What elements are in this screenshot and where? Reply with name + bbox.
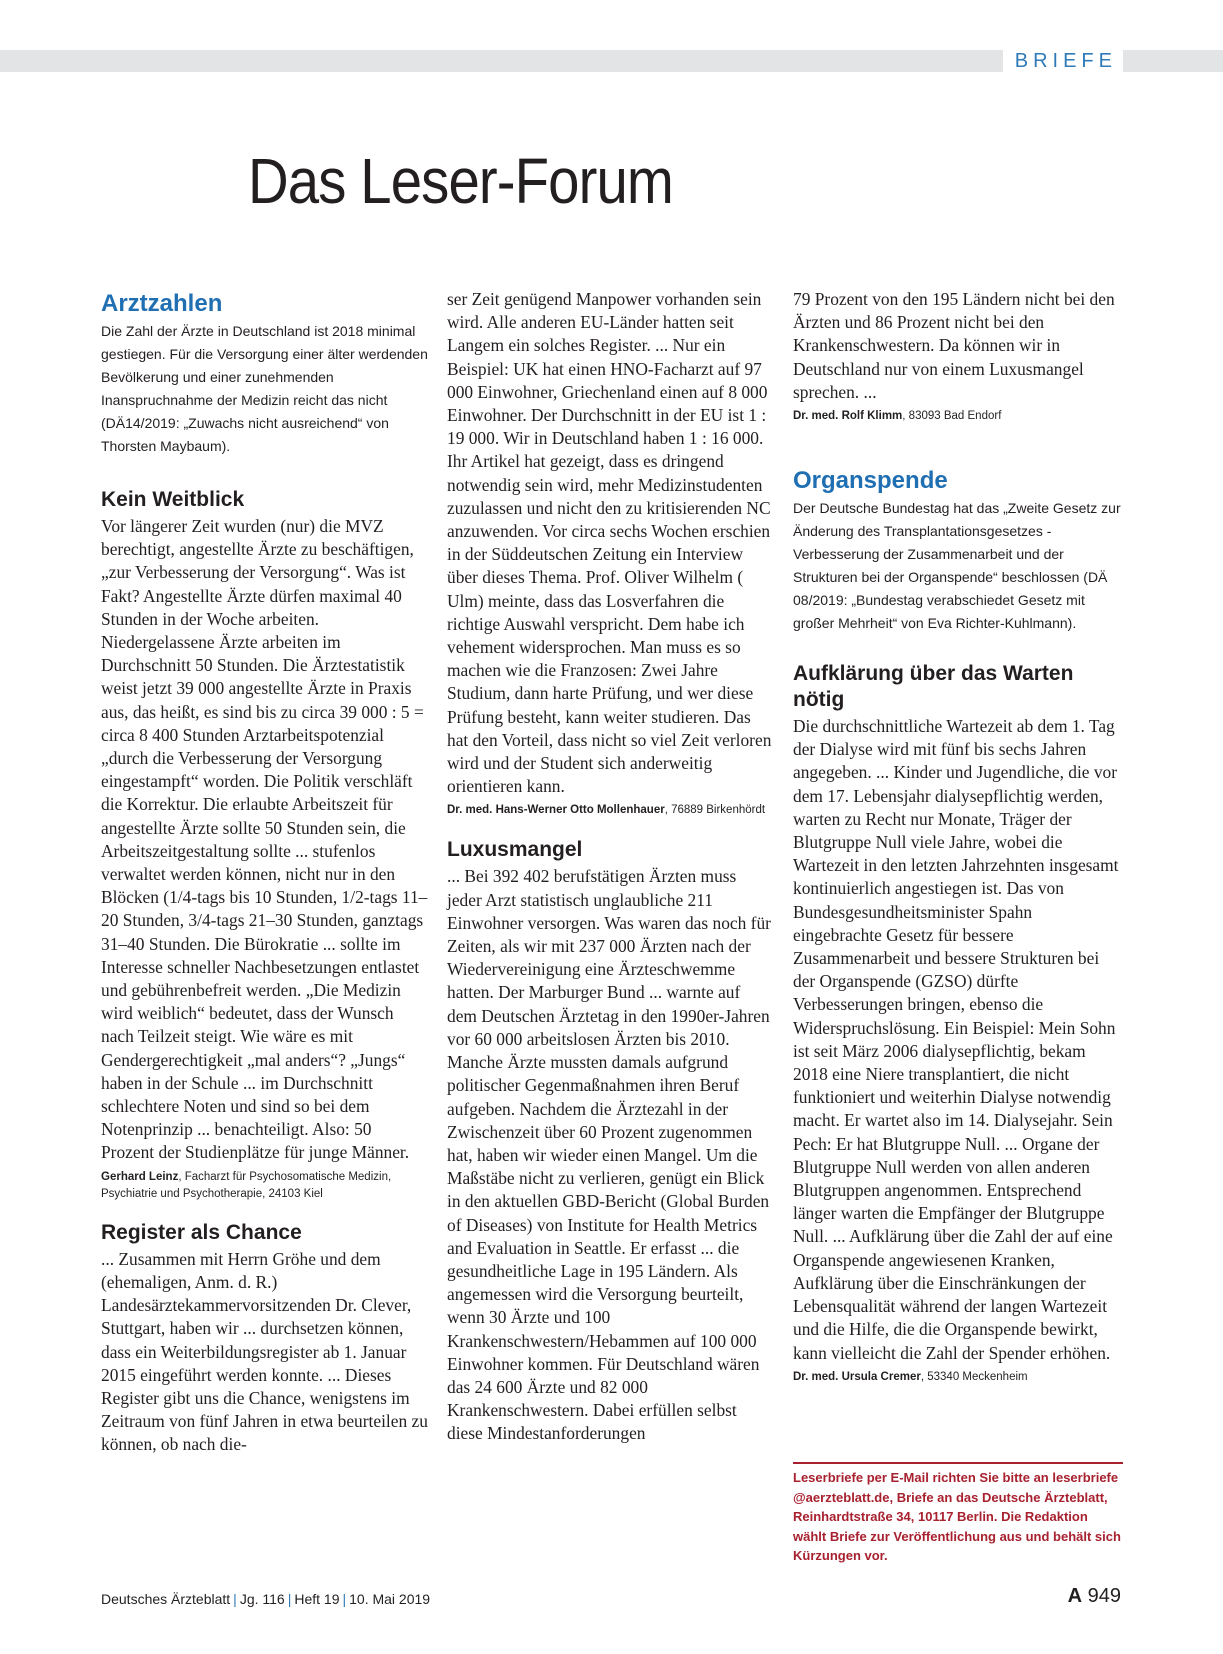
letter-author	[793, 1369, 1123, 1386]
author-details: , 53340 Meckenheim	[920, 1370, 1028, 1383]
author-details: , 76889 Birkenhördt	[664, 804, 766, 817]
letter-heading: Aufklärung über das Warten nötig	[793, 662, 1074, 712]
letter-body: Vor längerer Zeit wurden (nur) die MVZ berechtigt, angestellte Ärzte zu beschäftigen, „zur Verbesserung der Versorgung“. Was ist Fakt? Angestellte Ärzte dürfen maximal 40 Stunden in der Woche arbeiten. Niedergelassene Ärzte arbeiten im Durchschnitt 50 Stunden. Die Ärztestatistik weist jetzt 39 000 angestellte Ärzte in Praxis aus, das heißt, es sind bis zu circa 39 000 : 5 = circa 8 400 Stunden Arztarbeitspotenzial „durch die Verbesserung der Versorgung eingestampft“ worden. Die Politik verschläft die Korrektur. Die erlaubte Arbeitszeit für angestellte Ärzte sollte 50 Stunden sein, die Arbeitszeitgestaltung sollte ... stufenlos verwaltet werden können, nicht nur in den Blöcken (1/4-tags bis 10 Stunden, 1/2-tags 11–20 Stunden, 3/4-tags 21–30 Stunden, ganztags 31–40 Stunden. Die Bürokratie ... sollte im Interesse schneller Nachbesetzungen entlastet und gebührenbefreit werden. „Die Medizin wird weiblich“ bedeutet, dass der Wunsch nach Teilzeit steigt. Wie wäre es mit Gendergerechtigkeit „mal anders“? „Jungs“ haben in der Schule ... im Durchschnitt schlechtere Noten und sind so bei dem Notenprinzip ... benachteiligt. Also: 50 Prozent der Studienplätze für junge Männer.	[101, 516, 428, 1163]
author-name: Dr. med. Ursula Cremer	[793, 1370, 921, 1383]
topic-intro: Der Deutsche Bundestag hat das „Zweite Gesetz zur Änderung des Transplantationsgesetzes - Verbesserung der Zusammenarbeit und der Strukturen bei der Organspende“ beschlossen (DÄ 08/2019: „Bundestag verabschiedet Gesetz mit großer Mehrheit“ von Eva Richter-Kuhlmann).	[793, 500, 1121, 632]
page-title: Das Leser-Forum	[248, 145, 673, 217]
letter-body: Die durchschnittliche Wartezeit ab dem 1. Tag der Dialyse wird mit fünf bis sechs Jahren angegeben. ... Kinder und Jugendliche, die vor dem 17. Lebensjahr dialysepflichtig werden, warten zu Recht nur Monate, Träger der Blutgruppe Null viele Jahre, wobei die Wartezeit in den letzten Jahrzehnten insgesamt kontinuierlich angestiegen ist. Das von Bundesgesundheitsminister Spahn eingebrachte Gesetz für bessere Zusammenarbeit und bessere Strukturen bei der Organspende (GZSO) dürfte Verbesserungen bringen, ebenso die Widerspruchslösung. Ein Beispiel: Mein Sohn ist seit März 2006 dialysepflichtig, bekam 2018 eine Niere transplantiert, die nicht funktioniert und weiterhin Dialyse notwendig macht. Er wartet also im 14. Dialysejahr. Sein Pech: Er hat Blutgruppe Null. ... Organe der Blutgruppe Null werden von allen anderen Blutgruppen angenommen. Entsprechend länger warten die Empfänger der Blutgruppe Null. ... Aufklärung über die Zahl der auf eine Organspende angewiesenen Kranken, Aufklärung über die Einschränkungen der Lebensqualität während der langen Wartezeit und die Hilfe, die die Organspende bewirkt, kann vielleicht die Zahl der Spender erhöhen.	[793, 716, 1119, 1363]
footer-separator: |	[233, 1591, 237, 1607]
journal-issue: Heft 19	[294, 1591, 340, 1607]
letter-author	[793, 408, 1123, 425]
journal-date: 10. Mai 2019	[349, 1591, 431, 1607]
submission-note: Leserbriefe per E-Mail richten Sie bitte an leserbriefe @aerzteblatt.de, Briefe an das Deutsche Ärzteblatt, Reinhardtstraße 34, 10117 Berlin. Die Redaktion wählt Briefe zur Veröffentlichung aus und behält sich Kürzungen vor.	[793, 1462, 1123, 1566]
letter-heading: Register als Chance	[101, 1220, 302, 1244]
footer-separator: |	[287, 1591, 292, 1607]
letter-body: ... Zusammen mit Herrn Gröhe und dem (ehemaligen, Anm. d. R.) Landesärztekammervorsitzenden Dr. Clever, Stuttgart, haben wir ... durchsetzen können, dass ein Weiterbildungsregister ab 1. Januar 2015 eingeführt werden konnte. ... Dieses Register gibt uns die Chance, wenigstens im Zeitraum von fünf Jahren in etwa beurteilen zu können, ob nach die-	[101, 1248, 428, 1455]
letter-body-continued: ser Zeit genügend Manpower vorhanden sein wird. Alle anderen EU-Länder hatten seit Langem ein solches Register. ... Nur ein Beispiel: UK hat einen HNO-Facharzt auf 97 000 Einwohner, Griechenland einen auf 8 000 Einwohner. Der Durchschnitt in der EU ist 1 : 19 000. Wir in Deutschland haben 1 : 16 000. Ihr Artikel hat gezeigt, dass es dringend notwendig sein wird, mehr Medizinstudenten zuzulassen und nicht den zu kritisierenden NC anzuwenden. Vor circa sechs Wochen erschien in der Süddeutschen Zeitung ein Interview über dieses Thema. Prof. Oliver Wilhelm ( Ulm) meinte, dass das Losverfahren die richtige Auswahl verspricht. Dem habe ich vehement widersprochen. Man muss es so machen wie die Franzosen: Zwei Jahre Studium, dann harte Prüfung, und wer diese Prüfung besteht, kann weiter studieren. Das hat den Vorteil, dass nicht so viel Zeit verloren wird und der Student sich anderweitig orientieren kann.	[447, 289, 772, 797]
letter-heading: Kein Weitblick	[101, 488, 245, 511]
section-label: BRIEFE	[1003, 49, 1123, 73]
letter-body: ... Bei 392 402 berufstätigen Ärzten muss jeder Arzt statistisch unglaubliche 211 Einwohner versorgen. Was waren das noch für Zeiten, als wir mit 237 000 Ärzten nach der Wiedervereinigung eine Ärzteschwemme hatten. Der Marburger Bund ... warnte auf dem Deutschen Ärztetag in den 1990er-Jahren vor 60 000 arbeitslosen Ärzten bis 2010. Manche Ärzte mussten damals aufgrund politischer Gegenmaßnahmen ihren Beruf aufgeben. Nachdem die Ärztezahl in der Zwischenzeit über 60 Prozent zugenommen hat, haben wir wieder einen Mangel. Um die Maßstäbe nicht zu verlieren, genügt ein Blick in den aktuellen GBD-Bericht (Global Burden of Diseases) von Institute for Health Metrics and Evaluation in Seattle. Er erfasst ... die gesundheitliche Lage in 195 Ländern. Als angemessen wird die Versorgung beurteilt, wenn 30 Ärzte und 100 Krankenschwestern/Hebammen auf 100 000 Einwohner kommen. Für Deutschland wären das 24 600 Ärzte und 82 000 Krankenschwestern. Dabei erfüllen selbst diese Mindestanforderungen	[447, 866, 771, 1444]
topic-intro: Die Zahl der Ärzte in Deutschland ist 2018 minimal gestiegen. Für die Versorgung einer älter werdenden Bevölkerung und einer zunehmenden Inanspruchnahme der Medizin reicht das nicht (DÄ14/2019: „Zuwachs nicht ausreichend“ von Thorsten Maybaum).	[101, 323, 428, 454]
letter-author	[447, 802, 774, 819]
column-2	[447, 288, 774, 1446]
journal-name: Deutsches Ärzteblatt	[101, 1591, 231, 1607]
letter-heading: Luxusmangel	[447, 838, 583, 862]
page-number-value: 949	[1087, 1585, 1121, 1607]
column-3	[793, 288, 1123, 1386]
author-name: Dr. med. Hans-Werner Otto Mollenhauer	[447, 804, 665, 817]
author-name: Dr. med. Rolf Klimm	[793, 410, 903, 423]
author-name: Gerhard Leinz	[101, 1170, 179, 1183]
letter-author	[101, 1169, 428, 1203]
footer	[101, 1591, 430, 1607]
column-1	[101, 290, 428, 1457]
journal-volume: Jg. 116	[239, 1591, 285, 1607]
page-prefix: A	[1067, 1585, 1083, 1607]
topic-heading: Arztzahlen	[101, 290, 223, 317]
author-details: , Facharzt für Psychosomatische Medizin, Psychiatrie und Psychotherapie, 24103 Kiel	[101, 1170, 392, 1200]
footer-separator: |	[342, 1591, 347, 1607]
letter-body-continued: 79 Prozent von den 195 Ländern nicht bei den Ärzten und 86 Prozent nicht bei den Krankenschwestern. Da können wir in Deutschland nur von einem Luxusmangel sprechen. ...	[793, 289, 1115, 402]
page-number	[1068, 1585, 1121, 1608]
author-details: , 83093 Bad Endorf	[902, 410, 1002, 423]
topic-heading: Organspende	[793, 467, 948, 495]
